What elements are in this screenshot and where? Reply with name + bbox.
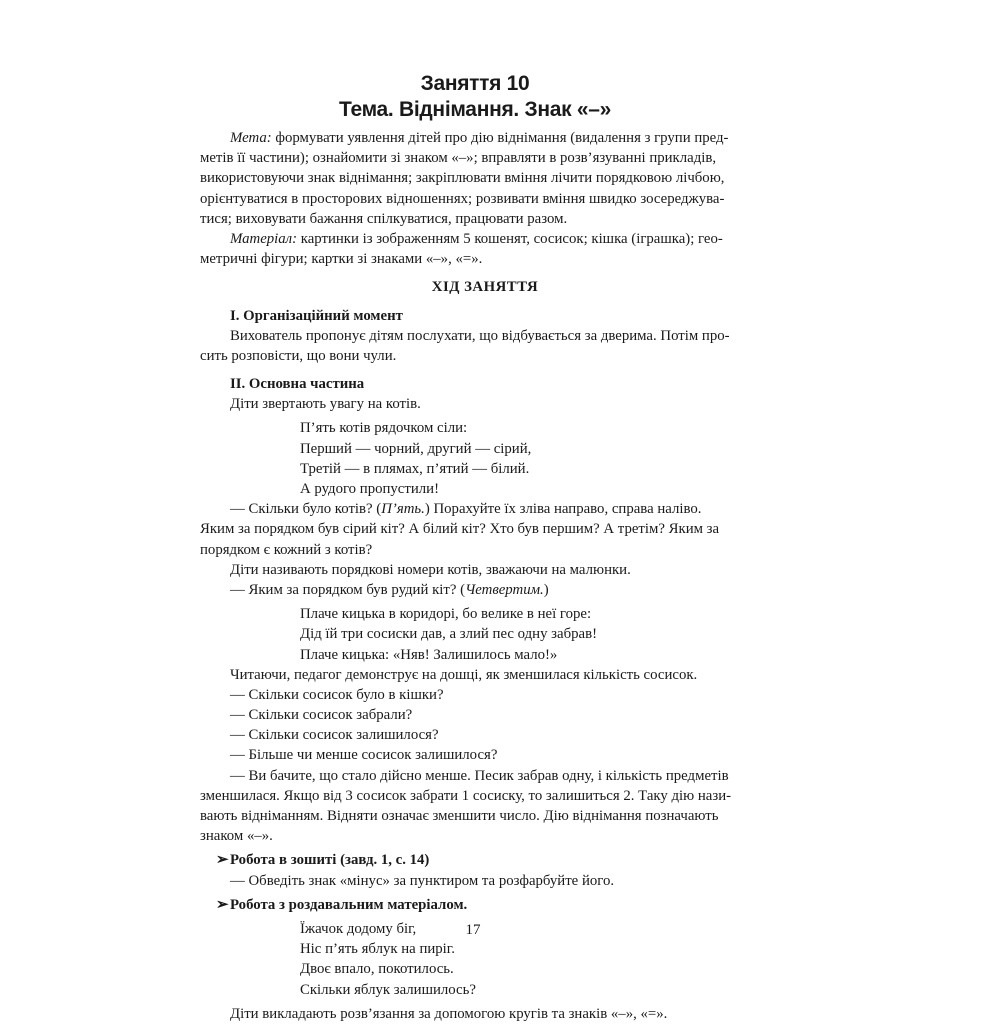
poem-3-line: Двоє впало, покотилось. [300, 961, 454, 978]
explain-line-2: зменшилася. Якщо від 3 сосисок забрати 1 сосиску, то залишиться 2. Таку дію нази- [200, 787, 732, 804]
section-1-title: I. Організаційний момент [230, 307, 403, 324]
lesson-topic: Тема. Віднімання. Знак «–» [339, 98, 611, 121]
material-label: Матеріал: [230, 230, 298, 247]
poem-3-line: Їжачок додому біг, [300, 920, 417, 937]
lesson-title: Заняття 10 [420, 72, 530, 95]
explain-line-3: вають відніманням. Відняти означає зменшити число. Дію віднімання позначають [200, 808, 719, 824]
page-number: 17 [465, 922, 481, 938]
aim-line-1: Мета: формувати уявлення дітей про дію віднімання (видалення з групи пред- [230, 130, 729, 146]
section-2-intro: Діти звертають увагу на котів. [230, 396, 421, 413]
final-line: Діти викладають розв’язання за допомогою кругів та знаків «–», «=». [230, 1005, 668, 1022]
question-1: — Скільки було котів? (П’ять.) Порахуйте їх зліва направо, справа наліво. [230, 501, 702, 518]
poem-1-line: П’ять котів рядочком сіли: [300, 420, 468, 437]
question-line: — Скільки сосисок було в кішки? [230, 686, 444, 703]
material-line-1: Матеріал: картинки із зображенням 5 кошенят, сосисок; кішка (іграшка); гео- [230, 230, 723, 247]
material-line-2: метричні фігури; картки зі знаками «–», «=». [200, 251, 483, 268]
aim-line-3: використовуючи знак віднімання; закріплювати вміння лічити порядковою лічбою, [200, 170, 725, 187]
arrow-bullet-icon: ➢ [216, 896, 229, 913]
explain-line-4: знаком «–». [200, 828, 273, 845]
reading-line: Читаючи, педагог демонструє на дошці, як зменшилася кількість сосисок. [230, 666, 698, 683]
poem-2-line: Дід їй три сосиски дав, а злий пес одну забрав! [300, 626, 597, 643]
poem-1-line: Перший — чорний, другий — сірий, [300, 440, 532, 457]
arrow-bullet-icon: ➢ [216, 852, 229, 869]
question-line: — Більше чи менше сосисок залишилося? [230, 747, 498, 764]
bullet-workbook: ➢ Робота в зошиті (завд. 1, с. 14) [216, 850, 770, 870]
question-2: — Яким за порядком був рудий кіт? (Четвертим.) [230, 581, 549, 598]
poem-3-line: Скільки яблук залишилось? [300, 981, 476, 998]
section-1-line-1: Вихователь пропонує дітям послухати, що відбувається за дверима. Потім про- [230, 327, 730, 344]
aim-line-5: тися; виховувати бажання спілкуватися, працювати разом. [200, 210, 568, 227]
workbook-instruction: — Обведіть знак «мінус» за пунктиром та розфарбуйте його. [230, 872, 615, 889]
question-line: — Скільки сосисок забрали? [230, 707, 413, 724]
aim-label: Мета: [230, 130, 272, 146]
aim-line-4: орієнтуватися в просторових відношеннях; розвивати вміння швидко зосереджува- [200, 190, 725, 207]
section-1-line-2: сить розповісти, що вони чули. [200, 347, 397, 364]
section-2-title: II. Основна частина [230, 376, 365, 393]
question-line: — Скільки сосисок залишилося? [230, 727, 439, 744]
course-heading: ХІД ЗАНЯТТЯ [431, 279, 539, 296]
poem-1-line: А рудого пропустили! [300, 481, 439, 497]
lesson-body [200, 128, 770, 1024]
bullet-handout: ➢ Робота з роздавальним матеріалом. [216, 895, 770, 915]
poem-1-line: Третій — в плямах, п’ятий — білий. [300, 460, 530, 477]
aim-line-2: метів її частини); ознайомити зі знаком «–»; вправляти в розв’язуванні прикладів, [200, 150, 717, 167]
poem-2-line: Плаче кицька: «Няв! Залишилось мало!» [300, 646, 558, 663]
question-1-line-3: порядком є кожний з котів? [200, 541, 373, 558]
children-name-line: Діти називають порядкові номери котів, зважаючи на малюнки. [230, 561, 631, 578]
poem-3-line: Ніс п’ять яблук на пиріг. [300, 941, 455, 958]
explain-line-1: — Ви бачите, що стало дійсно менше. Песик забрав одну, і кількість предметів [230, 767, 729, 784]
question-1-line-2: Яким за порядком був сірий кіт? А білий кіт? Хто був першим? А третім? Яким за [200, 521, 720, 538]
poem-2-line: Плаче кицька в коридорі, бо велике в неї горе: [300, 606, 592, 623]
